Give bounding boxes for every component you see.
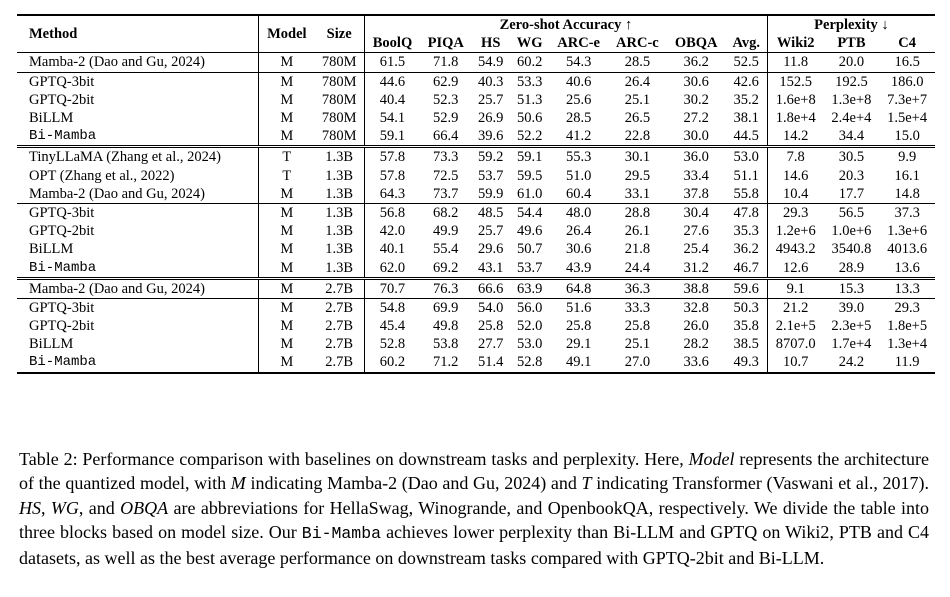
- cell-value: 59.9: [478, 185, 504, 202]
- cell-method: BiLLM: [17, 109, 259, 127]
- cell-method: BiLLM: [17, 335, 259, 353]
- cell-method: GPTQ-3bit: [17, 298, 259, 317]
- cell-value: 66.6: [471, 278, 510, 298]
- cell-size: 2.7B: [314, 317, 364, 335]
- cell-value: 25.1: [624, 336, 651, 353]
- cell-value: 54.0: [471, 298, 510, 317]
- cell-value: 1.6e+8: [775, 91, 816, 108]
- cell-method: Bi-Mamba: [17, 127, 259, 147]
- cell-value: 28.2: [683, 336, 709, 353]
- cell-method: GPTQ-2bit: [17, 317, 259, 335]
- cell-value: 21.2: [767, 298, 823, 317]
- header-ppl-col: C4: [879, 34, 935, 53]
- cell-value: 25.7: [478, 223, 504, 240]
- cell-value: 33.6: [667, 353, 726, 372]
- cell-size: 2.7B: [314, 298, 364, 317]
- header-acc-col: PIQA: [420, 34, 471, 53]
- cell-value: 73.7: [433, 185, 459, 202]
- cell-model: M: [280, 336, 294, 353]
- table-row: [17, 335, 935, 353]
- cell-value: 55.8: [726, 185, 768, 204]
- cell-value: 27.7: [478, 336, 504, 353]
- cell-value: 55.4: [433, 241, 459, 258]
- cell-model: T: [259, 147, 315, 167]
- cell-value: 53.8: [433, 336, 459, 353]
- cell-value: 45.4: [379, 318, 406, 335]
- cell-value: 2.1e+5: [775, 318, 816, 335]
- table-row: [17, 147, 935, 167]
- cell-value: 42.0: [379, 223, 406, 240]
- cell-value: 52.3: [433, 91, 459, 108]
- cell-value: 3540.8: [831, 241, 872, 258]
- cell-value: 192.5: [824, 72, 880, 91]
- caption-text-6: , and: [78, 497, 121, 518]
- cell-value: 1.3e+6: [887, 223, 928, 240]
- table-caption: [19, 447, 929, 570]
- cell-value: 61.5: [364, 53, 420, 72]
- cell-value: 7.3e+7: [887, 91, 928, 108]
- cell-value: 26.0: [683, 318, 709, 335]
- cell-method: Bi-Mamba: [17, 353, 259, 372]
- cell-method: TinyLLaMA (Zhang et al., 2024): [17, 147, 259, 167]
- cell-value: 76.3: [420, 278, 471, 298]
- cell-value: 38.5: [726, 335, 768, 353]
- cell-value: 61.0: [516, 185, 543, 202]
- cell-value: 32.8: [667, 298, 726, 317]
- cell-value: 40.1: [379, 241, 406, 258]
- cell-value: 30.4: [667, 203, 726, 222]
- cell-value: 53.0: [516, 336, 543, 353]
- cell-value: 62.0: [379, 259, 406, 276]
- table-row: [17, 109, 935, 127]
- cell-size: 2.7B: [314, 335, 364, 353]
- cell-value: 16.5: [879, 53, 935, 72]
- cell-size: 780M: [314, 72, 364, 91]
- header-model: Model: [259, 15, 315, 53]
- cell-value: 60.2: [364, 353, 420, 372]
- cell-model: M: [259, 298, 315, 317]
- cell-value: 12.6: [783, 259, 809, 276]
- cell-value: 30.1: [608, 147, 667, 167]
- cell-value: 8707.0: [775, 336, 816, 353]
- cell-value: 1.0e+6: [831, 223, 872, 240]
- cell-value: 62.9: [420, 72, 471, 91]
- cell-value: 28.9: [838, 259, 865, 276]
- caption-text-2: represents the architecture of the quantized model, with: [19, 449, 929, 494]
- cell-value: 53.0: [726, 147, 768, 167]
- cell-model: M: [280, 128, 294, 145]
- cell-value: 52.0: [516, 318, 543, 335]
- cell-value: 50.7: [516, 241, 543, 258]
- cell-value: 22.8: [624, 128, 651, 145]
- cell-value: 60.2: [510, 53, 549, 72]
- cell-value: 28.5: [608, 53, 667, 72]
- cell-size: 1.3B: [314, 147, 364, 167]
- cell-value: 64.3: [379, 185, 406, 202]
- cell-method: Mamba-2 (Dao and Gu, 2024): [17, 53, 259, 72]
- cell-value: 30.5: [824, 147, 880, 167]
- cell-model: M: [280, 223, 294, 240]
- caption-text-4: indicating Transformer (Vaswani et al., 2017).: [591, 473, 930, 494]
- cell-value: 40.3: [471, 72, 510, 91]
- cell-value: 51.6: [549, 298, 608, 317]
- cell-method: OPT (Zhang et al., 2022): [17, 167, 259, 185]
- cell-value: 49.9: [433, 223, 459, 240]
- cell-value: 24.2: [824, 353, 880, 372]
- cell-value: 24.4: [624, 259, 651, 276]
- caption-model-word: Model: [688, 449, 735, 469]
- cell-model: M: [259, 53, 315, 72]
- cell-value: 13.6: [894, 259, 920, 276]
- cell-value: 11.8: [767, 53, 823, 72]
- cell-value: 59.1: [510, 147, 549, 167]
- cell-size: 1.3B: [314, 222, 364, 240]
- cell-value: 36.2: [726, 240, 768, 258]
- cell-value: 29.1: [565, 336, 592, 353]
- cell-value: 69.9: [420, 298, 471, 317]
- cell-value: 40.4: [379, 91, 406, 108]
- cell-value: 52.2: [516, 128, 543, 145]
- cell-value: 56.8: [364, 203, 420, 222]
- cell-value: 36.0: [667, 147, 726, 167]
- table-row: [17, 167, 935, 185]
- cell-value: 37.8: [683, 185, 709, 202]
- cell-model: M: [280, 91, 294, 108]
- cell-value: 60.4: [565, 185, 592, 202]
- cell-value: 30.6: [667, 72, 726, 91]
- cell-value: 25.1: [624, 91, 651, 108]
- table-row: [17, 203, 935, 222]
- table-row: [17, 258, 935, 278]
- cell-size: 1.3B: [314, 167, 364, 185]
- cell-value: 40.6: [549, 72, 608, 91]
- cell-value: 70.7: [364, 278, 420, 298]
- caption-text-1: Table 2: Performance comparison with baselines on downstream tasks and perplexity. Here,: [19, 449, 689, 469]
- caption-wg-word: WG: [50, 497, 79, 518]
- cell-model: M: [280, 259, 294, 276]
- cell-value: 48.5: [471, 203, 510, 222]
- cell-value: 1.3e+4: [887, 336, 928, 353]
- cell-model: M: [259, 72, 315, 91]
- cell-value: 17.7: [838, 185, 865, 202]
- cell-model: T: [282, 167, 292, 184]
- cell-value: 54.3: [549, 53, 608, 72]
- cell-value: 41.2: [565, 128, 592, 145]
- cell-value: 31.2: [683, 259, 709, 276]
- cell-method: Bi-Mamba: [17, 258, 259, 278]
- cell-value: 20.0: [824, 53, 880, 72]
- cell-value: 57.8: [364, 147, 420, 167]
- table-body: [17, 53, 935, 373]
- cell-size: 1.3B: [314, 203, 364, 222]
- cell-value: 51.1: [726, 167, 768, 185]
- cell-value: 69.2: [433, 259, 459, 276]
- header-acc-col: Avg.: [726, 34, 768, 53]
- table-row: [17, 222, 935, 240]
- cell-method: GPTQ-2bit: [17, 222, 259, 240]
- cell-value: 64.8: [549, 278, 608, 298]
- caption-m-word: M: [230, 473, 246, 494]
- cell-value: 10.7: [767, 353, 823, 372]
- cell-value: 71.2: [420, 353, 471, 372]
- cell-value: 10.4: [783, 185, 809, 202]
- cell-value: 54.1: [379, 110, 406, 127]
- cell-value: 51.0: [565, 167, 592, 184]
- cell-value: 14.2: [783, 128, 809, 145]
- cell-value: 49.8: [433, 318, 459, 335]
- cell-value: 72.5: [433, 167, 459, 184]
- cell-model: M: [280, 185, 294, 202]
- cell-method: Mamba-2 (Dao and Gu, 2024): [17, 185, 259, 204]
- caption-text-3: indicating Mamba-2 (Dao and Gu, 2024) and: [245, 473, 582, 494]
- table-row: [17, 278, 935, 298]
- cell-value: 25.8: [478, 318, 504, 335]
- cell-value: 73.3: [420, 147, 471, 167]
- header-acc-col: ARC-c: [608, 34, 667, 53]
- cell-value: 30.6: [565, 241, 592, 258]
- cell-value: 20.3: [838, 167, 865, 184]
- caption-t-word: T: [581, 473, 592, 494]
- cell-value: 42.6: [726, 72, 768, 91]
- cell-value: 2.3e+5: [831, 318, 872, 335]
- cell-value: 51.3: [516, 91, 543, 108]
- cell-value: 54.8: [364, 298, 420, 317]
- cell-size: 780M: [314, 53, 364, 72]
- cell-value: 1.7e+4: [831, 336, 872, 353]
- cell-value: 15.0: [894, 128, 920, 145]
- cell-value: 38.8: [667, 278, 726, 298]
- header-perplexity-group: Perplexity ↓: [767, 15, 935, 34]
- cell-value: 33.3: [608, 298, 667, 317]
- cell-model: M: [280, 318, 294, 335]
- cell-value: 52.8: [379, 336, 406, 353]
- header-acc-col: HS: [471, 34, 510, 53]
- cell-value: 14.6: [783, 167, 809, 184]
- cell-size: 780M: [314, 91, 364, 109]
- table-row: [17, 317, 935, 335]
- header-size: Size: [314, 15, 364, 53]
- cell-value: 68.2: [420, 203, 471, 222]
- cell-value: 59.1: [379, 128, 406, 145]
- cell-value: 59.2: [471, 147, 510, 167]
- cell-value: 53.7: [516, 259, 543, 276]
- cell-value: 25.6: [565, 91, 592, 108]
- cell-value: 59.5: [516, 167, 543, 184]
- cell-value: 35.2: [726, 91, 768, 109]
- caption-text-5: ,: [41, 497, 51, 518]
- cell-method: GPTQ-3bit: [17, 203, 259, 222]
- cell-value: 44.6: [364, 72, 420, 91]
- cell-value: 25.4: [683, 241, 709, 258]
- cell-size: 2.7B: [314, 353, 364, 372]
- header-ppl-col: Wiki2: [767, 34, 823, 53]
- caption-text-8: achieves lower perplexity than Bi-LLM and GPTQ on Wiki2, PTB and C4 datasets, as well as the best average performance on downstream tasks compared with GPTQ-2bit and Bi-LLM.: [19, 521, 930, 569]
- cell-value: 30.2: [683, 91, 709, 108]
- cell-value: 26.4: [608, 72, 667, 91]
- cell-method: BiLLM: [17, 240, 259, 258]
- header-ppl-col: PTB: [824, 34, 880, 53]
- cell-value: 59.6: [726, 278, 768, 298]
- cell-value: 36.2: [667, 53, 726, 72]
- cell-value: 26.9: [478, 110, 504, 127]
- cell-value: 34.4: [838, 128, 865, 145]
- cell-model: M: [280, 241, 294, 258]
- cell-size: 1.3B: [314, 185, 364, 204]
- header-acc-col: BoolQ: [364, 34, 420, 53]
- cell-value: 66.4: [433, 128, 459, 145]
- cell-value: 25.7: [478, 91, 504, 108]
- cell-value: 9.9: [879, 147, 935, 167]
- cell-value: 27.6: [683, 223, 709, 240]
- cell-value: 29.3: [879, 298, 935, 317]
- cell-value: 52.8: [510, 353, 549, 372]
- cell-value: 1.2e+6: [775, 223, 816, 240]
- cell-value: 26.5: [624, 110, 651, 127]
- table-row: [17, 72, 935, 91]
- cell-value: 4943.2: [775, 241, 816, 258]
- header-acc-col: OBQA: [667, 34, 726, 53]
- cell-value: 28.8: [608, 203, 667, 222]
- cell-size: 1.3B: [314, 258, 364, 278]
- cell-value: 51.4: [471, 353, 510, 372]
- cell-value: 29.6: [478, 241, 504, 258]
- table-row: [17, 353, 935, 372]
- cell-value: 30.0: [683, 128, 709, 145]
- caption-text-7: are abbreviations for HellaSwag, Winogrande, and OpenbookQA, respectively. We divide the table into three blocks based on model size. Our: [19, 497, 929, 542]
- table-row: [17, 298, 935, 317]
- cell-value: 71.8: [420, 53, 471, 72]
- cell-value: 29.3: [767, 203, 823, 222]
- cell-value: 47.8: [726, 203, 768, 222]
- cell-value: 25.8: [624, 318, 651, 335]
- cell-value: 13.3: [879, 278, 935, 298]
- caption-obqa-word: OBQA: [120, 497, 169, 518]
- header-row-1: [17, 15, 935, 34]
- cell-value: 27.0: [608, 353, 667, 372]
- cell-value: 63.9: [510, 278, 549, 298]
- cell-value: 43.9: [565, 259, 592, 276]
- cell-size: 2.7B: [314, 278, 364, 298]
- header-accuracy-group: Zero-shot Accuracy ↑: [364, 15, 767, 34]
- results-table: [17, 14, 935, 374]
- cell-value: 27.2: [683, 110, 709, 127]
- cell-value: 53.7: [478, 167, 504, 184]
- cell-model: M: [259, 203, 315, 222]
- cell-method: Mamba-2 (Dao and Gu, 2024): [17, 278, 259, 298]
- cell-value: 46.7: [726, 258, 768, 278]
- cell-value: 26.1: [624, 223, 651, 240]
- cell-value: 21.8: [624, 241, 651, 258]
- cell-value: 25.8: [565, 318, 592, 335]
- cell-value: 49.6: [516, 223, 543, 240]
- cell-value: 52.9: [433, 110, 459, 127]
- cell-value: 1.8e+5: [887, 318, 928, 335]
- cell-value: 33.1: [624, 185, 651, 202]
- cell-value: 7.8: [767, 147, 823, 167]
- cell-value: 54.9: [471, 53, 510, 72]
- cell-value: 39.6: [478, 128, 504, 145]
- cell-value: 152.5: [767, 72, 823, 91]
- cell-model: M: [259, 353, 315, 372]
- cell-value: 57.8: [379, 167, 406, 184]
- cell-value: 186.0: [879, 72, 935, 91]
- cell-value: 39.0: [824, 298, 880, 317]
- cell-value: 37.3: [879, 203, 935, 222]
- cell-value: 49.3: [726, 353, 768, 372]
- cell-value: 33.4: [683, 167, 709, 184]
- header-method: Method: [17, 15, 259, 53]
- cell-value: 35.3: [726, 222, 768, 240]
- table-row: [17, 240, 935, 258]
- cell-value: 29.5: [624, 167, 651, 184]
- cell-size: 1.3B: [314, 240, 364, 258]
- cell-value: 50.3: [726, 298, 768, 317]
- cell-model: M: [280, 110, 294, 127]
- cell-size: 780M: [314, 127, 364, 147]
- table-row: [17, 127, 935, 147]
- cell-value: 9.1: [767, 278, 823, 298]
- cell-value: 36.3: [608, 278, 667, 298]
- cell-method: GPTQ-2bit: [17, 91, 259, 109]
- cell-value: 14.8: [894, 185, 920, 202]
- cell-method: GPTQ-3bit: [17, 72, 259, 91]
- table-row: [17, 185, 935, 204]
- cell-value: 11.9: [879, 353, 935, 372]
- cell-value: 43.1: [478, 259, 504, 276]
- cell-value: 16.1: [894, 167, 920, 184]
- cell-value: 1.5e+4: [887, 110, 928, 127]
- header-acc-col: ARC-e: [549, 34, 608, 53]
- cell-value: 35.8: [726, 317, 768, 335]
- cell-value: 28.5: [565, 110, 592, 127]
- cell-value: 15.3: [824, 278, 880, 298]
- cell-value: 52.5: [726, 53, 768, 72]
- cell-value: 54.4: [510, 203, 549, 222]
- cell-value: 4013.6: [887, 241, 928, 258]
- cell-value: 48.0: [549, 203, 608, 222]
- cell-value: 1.3e+8: [831, 91, 872, 108]
- header-acc-col: WG: [510, 34, 549, 53]
- cell-value: 44.5: [726, 127, 768, 147]
- cell-value: 26.4: [565, 223, 592, 240]
- cell-value: 56.0: [510, 298, 549, 317]
- cell-value: 49.1: [549, 353, 608, 372]
- caption-bimamba-word: Bi-Mamba: [301, 523, 382, 543]
- cell-value: 1.8e+4: [775, 110, 816, 127]
- cell-value: 56.5: [824, 203, 880, 222]
- cell-value: 55.3: [549, 147, 608, 167]
- cell-value: 53.3: [510, 72, 549, 91]
- cell-value: 50.6: [516, 110, 543, 127]
- cell-value: 2.4e+4: [831, 110, 872, 127]
- table-row: [17, 91, 935, 109]
- cell-size: 780M: [314, 109, 364, 127]
- table-row: [17, 53, 935, 72]
- caption-hs-word: HS: [19, 497, 41, 518]
- cell-model: M: [259, 278, 315, 298]
- cell-value: 38.1: [726, 109, 768, 127]
